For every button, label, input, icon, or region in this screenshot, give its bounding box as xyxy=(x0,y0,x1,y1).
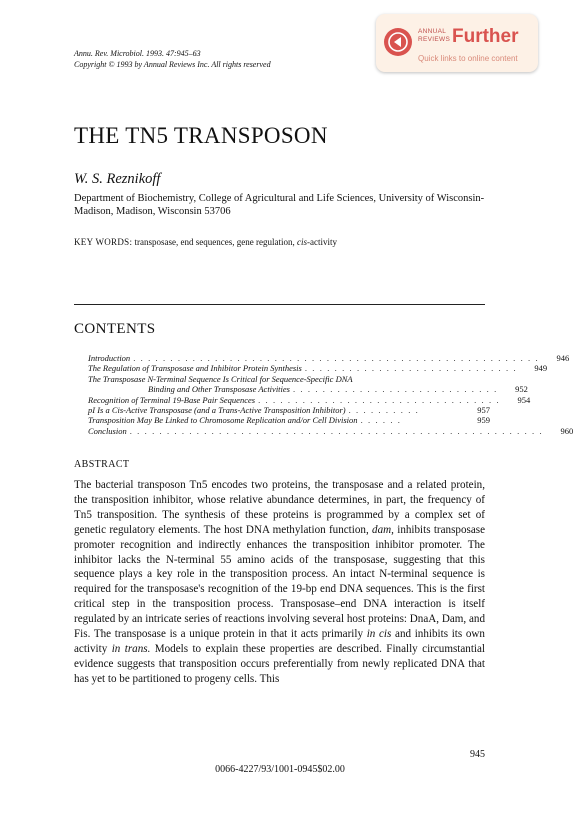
toc-item-title: pI Is a Cis-Active Transposase (and a Trans-Active Transposition Inhibitor) xyxy=(88,405,346,416)
toc-item-title: The Regulation of Transposase and Inhibitor Protein Synthesis xyxy=(88,363,302,374)
toc-leader: . . . . . . . . . . . . . . . . . . . . . . . . . . . . . . . . . xyxy=(258,394,501,405)
article-title: THE TN5 TRANSPOSON xyxy=(74,123,328,148)
abstract-part-2: inhibits transposase promoter recognition and indirectly enhances the transposition inhibitor promoter. The inhibitor lacks the N-terminal 55 amino acids of the transposase, suggesting that this sequence plays a key role in the transposition process. An intact N-terminal sequence is required for the transposase's recognition of the 19-bp end DNA sequences. This is the first critical step in the transposition process. Transposase–end DNA interaction is itself regulated by an intricate series of reactions involving several host proteins: DnaA, Dam, and Fis. The transposase is a unique protein in that it acts primarily xyxy=(74,523,485,641)
play-arrow-icon xyxy=(384,28,412,56)
toc-item-title: Conclusion xyxy=(88,425,127,436)
toc-item-page: 952 xyxy=(515,384,528,395)
toc-leader: . . . . . . . . . . . . . . . . . . . . . . . . . . . . xyxy=(292,384,498,395)
toc-leader: . . . . . . . . . . . . . . . . . . . . . . . . . . . . . . . . . . . . . . . . . . . . . . . . . . . . . . . . xyxy=(129,425,544,436)
keywords-italic: cis xyxy=(296,237,307,247)
toc-item-page xyxy=(460,374,490,384)
toc-item-page: 949 xyxy=(534,363,548,374)
abstract-heading: ABSTRACT xyxy=(74,459,130,470)
badge-reviews-label: REVIEWS xyxy=(418,36,451,43)
toc-item-page: 959 xyxy=(477,415,490,426)
author: W. S. Reznikoff xyxy=(74,171,161,187)
toc-item-title: The Transposase N-Terminal Sequence Is Critical for Sequence-Specific DNA xyxy=(88,373,353,384)
abstract-part-1: The bacterial transposon Tn5 encodes two proteins, the transposase and a related protein, the transposition inhibitor, whose relative abundance determines, in part, the frequency of Tn5 transposition. The synthesis of these proteins is programmed by a complex set of genetic regulatory elements. The host DNA methylation function, xyxy=(74,479,485,536)
citation-line-2: Copyright © 1993 by Annual Reviews Inc. All rights reserved xyxy=(74,60,271,69)
toc-leader: . . . . . . xyxy=(360,415,402,426)
footer-code: 0066-4227/93/1001-0945$02.00 xyxy=(215,764,345,775)
badge-annual-label: ANNUAL xyxy=(418,28,447,35)
citation xyxy=(74,48,271,70)
toc-leader xyxy=(353,374,460,384)
toc-item-title: Binding and Other Transposase Activities xyxy=(148,384,290,395)
toc-item-page: 946 xyxy=(556,353,570,363)
toc-item[interactable] xyxy=(88,405,490,415)
toc-item[interactable] xyxy=(88,415,490,425)
toc-leader: . . . . . . . . . . . . . . . . . . . . . . . . . . . . . . . . . . . . . . . . . . . . . . . . . . . . . . . xyxy=(133,353,540,363)
page-number: 945 xyxy=(470,749,485,760)
toc-item[interactable] xyxy=(88,394,531,405)
citation-line-1: Annu. Rev. Microbiol. 1993. 47:945–63 xyxy=(74,49,201,58)
keywords-label: KEY WORDS: xyxy=(74,237,133,247)
keywords-tail: -activity xyxy=(306,237,337,247)
toc-item[interactable] xyxy=(88,384,528,395)
toc-item[interactable] xyxy=(88,425,573,436)
abstract-text xyxy=(74,478,485,687)
toc-item-title: Introduction xyxy=(88,353,131,363)
toc-leader: . . . . . . . . . . xyxy=(348,405,420,416)
abstract-in-cis: in cis xyxy=(366,628,392,641)
table-of-contents xyxy=(88,353,573,436)
toc-item[interactable] xyxy=(88,363,548,374)
toc-item-page: 957 xyxy=(477,405,490,416)
toc-item-page: 954 xyxy=(517,394,531,405)
abstract-part-3: and inhibits its own activity xyxy=(74,628,485,655)
toc-item[interactable] xyxy=(88,353,570,363)
abstract-part-4: Models to explain these properties are described. Finally circumstantial evidence suggests that transposition occurs preferentially from newly replicated DNA that has yet to be partitioned to progeny cells. This xyxy=(74,642,485,685)
contents-heading: CONTENTS xyxy=(74,321,156,337)
divider xyxy=(74,304,485,305)
toc-item-title: Transposition May Be Linked to Chromosome Replication and/or Cell Division xyxy=(88,415,358,426)
affiliation: Department of Biochemistry, College of Agricultural and Life Sciences, University of Wisconsin-Madison, Madison, Wisconsin 53706 xyxy=(74,193,485,217)
badge-subtitle: Quick links to online content xyxy=(418,54,518,63)
abstract-in-trans: in trans. xyxy=(111,642,151,655)
toc-item-title: Recognition of Terminal 19-Base Pair Sequences xyxy=(88,394,256,405)
further-badge[interactable] xyxy=(376,14,538,72)
toc-leader: . . . . . . . . . . . . . . . . . . . . . . . . . . . . . xyxy=(304,363,518,374)
keywords-text: transposase, end sequences, gene regulation, xyxy=(134,237,295,247)
toc-item[interactable] xyxy=(88,374,490,384)
keywords xyxy=(74,236,337,248)
badge-further-label: Further xyxy=(452,26,519,47)
abstract-dam: dam, xyxy=(372,523,394,536)
toc-item-page: 960 xyxy=(560,425,573,436)
